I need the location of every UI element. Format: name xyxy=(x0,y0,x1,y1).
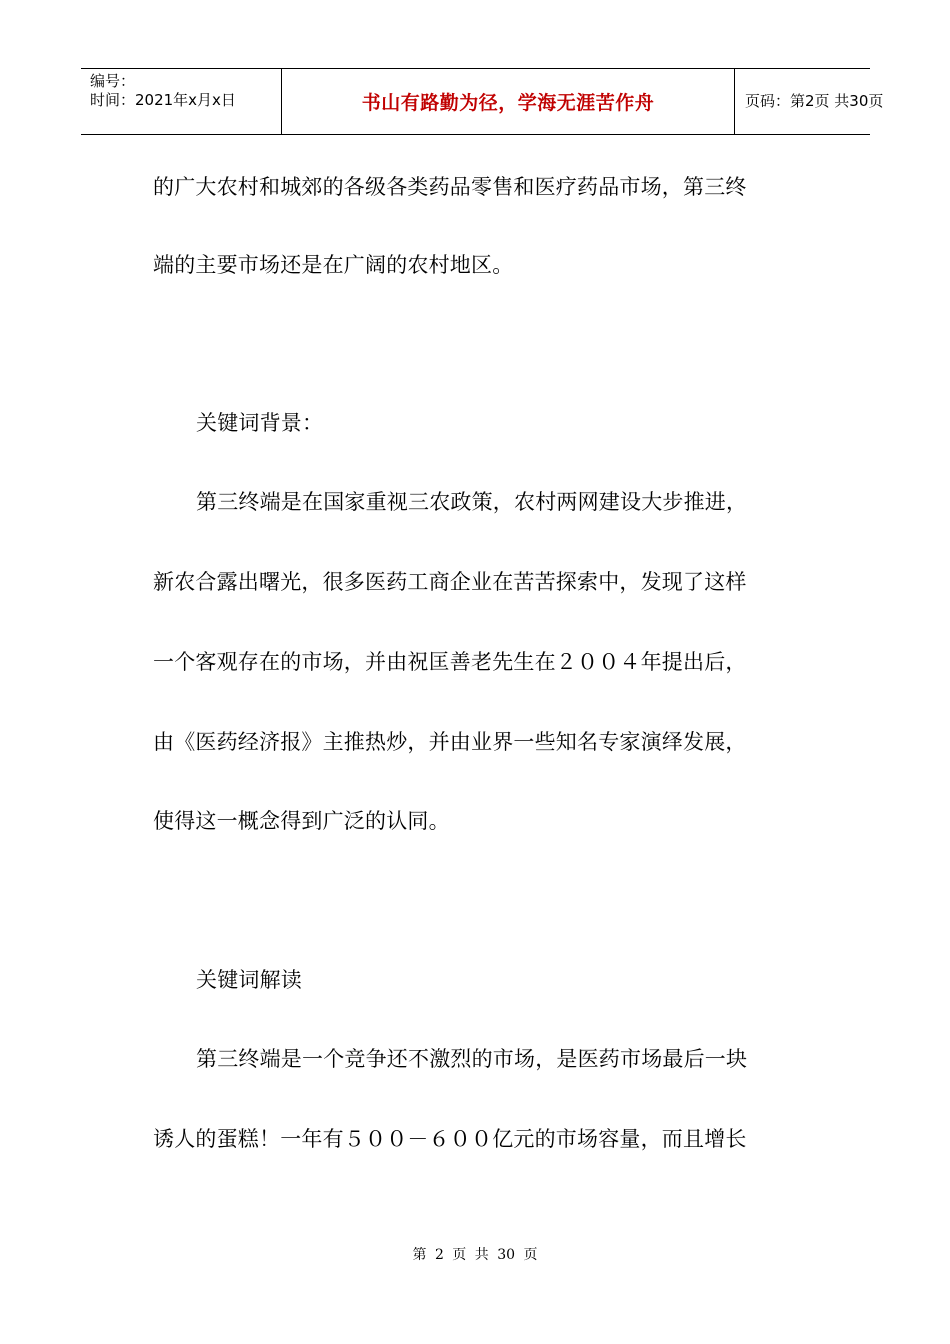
header-motto: 书山有路勤为径，学海无涯苦作舟 xyxy=(361,92,655,114)
body-line: 一个客观存在的市场，并由祝匡善老先生在２００４年提出后， xyxy=(153,650,747,674)
body-line: 第三终端是在国家重视三农政策，农村两网建设大步推进， xyxy=(196,490,748,514)
header-motto-cell xyxy=(281,69,735,134)
body-line: 第三终端是一个竞争还不激烈的市场，是医药市场最后一块 xyxy=(196,1047,748,1071)
body-line: 诱人的蛋糕！一年有５００－６００亿元的市场容量，而且增长 xyxy=(153,1127,747,1151)
body-line: 的广大农村和城郊的各级各类药品零售和医疗药品市场，第三终 xyxy=(153,175,747,199)
section-heading-interpretation: 关键词解读 xyxy=(196,968,302,992)
header-meta-cell xyxy=(81,69,281,134)
body-line: 使得这一概念得到广泛的认同。 xyxy=(153,809,450,833)
header-page-cell xyxy=(735,69,884,134)
document-number-label: 编号： xyxy=(90,72,136,90)
body-line: 新农合露出曙光，很多医药工商企业在苦苦探索中，发现了这样 xyxy=(153,570,747,594)
body-line: 端的主要市场还是在广阔的农村地区。 xyxy=(153,253,514,277)
page-header xyxy=(81,68,884,135)
section-heading-background: 关键词背景： xyxy=(196,411,324,435)
page-footer: 第 2 页 共 30 页 xyxy=(412,1247,538,1263)
document-date: 时间：2021年x月x日 xyxy=(90,91,236,109)
body-line: 由《医药经济报》主推热炒，并由业界一些知名专家演绎发展， xyxy=(153,730,747,754)
header-page-info: 页码：第2页 共30页 xyxy=(745,92,884,110)
